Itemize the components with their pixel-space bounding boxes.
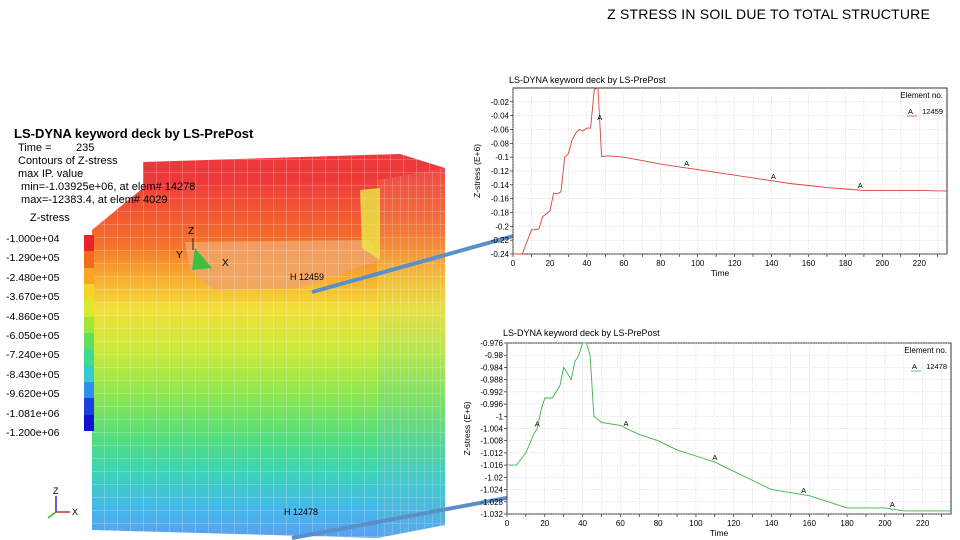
x-tick-label: 0 — [510, 259, 516, 268]
x-tick-label: 220 — [912, 259, 926, 268]
x-tick-label: 60 — [615, 519, 625, 528]
x-tick-label: 200 — [878, 519, 892, 528]
y-tick-label: -1.004 — [480, 424, 503, 434]
series-marker: A — [801, 485, 807, 495]
fem-info-contours: Contours of Z-stress — [18, 155, 118, 167]
model-axis-z: Z — [188, 226, 195, 237]
legend-title: Z-stress — [30, 212, 70, 224]
y-tick-label: -0.1 — [495, 153, 509, 163]
x-tick-label: 180 — [838, 259, 853, 268]
legend-label: -6.050e+05 — [6, 330, 60, 343]
legend-label: -8.430e+05 — [6, 368, 60, 381]
y-tick-label: -0.976 — [480, 339, 503, 348]
legend-label: -1.000e+04 — [6, 233, 60, 245]
x-tick-label: 140 — [764, 519, 779, 528]
legend-label: -9.620e+05 — [6, 388, 60, 401]
y-tick-label: -1.012 — [480, 448, 503, 458]
element-label-12459: H 12459 — [290, 272, 325, 282]
x-tick-label: 60 — [619, 259, 629, 268]
legend-series-name: 12459 — [922, 107, 943, 116]
x-tick-label: 100 — [689, 519, 703, 528]
fem-info-max: max=-12383.4, at elem# 4029 — [18, 194, 168, 206]
model-axis-x: X — [222, 258, 229, 269]
y-tick-label: -1.032 — [480, 510, 503, 519]
fem-header: LS-DYNA keyword deck by LS-PrePost — [14, 126, 254, 141]
model-axis-y: Y — [176, 250, 183, 261]
legend-marker: A — [907, 107, 913, 116]
x-tick-label: 80 — [653, 519, 663, 528]
x-tick-label: 0 — [504, 519, 510, 528]
x-tick-label: 20 — [545, 259, 555, 268]
chart-element-12478 — [462, 327, 958, 540]
y-tick-label: -0.988 — [480, 375, 503, 385]
x-tick-label: 40 — [582, 259, 592, 268]
legend-label: -4.860e+05 — [6, 310, 60, 323]
legend-label: -1.290e+05 — [6, 252, 60, 265]
legend-label: -1.200e+06 — [6, 427, 60, 440]
fem-info-min: min=-1.03925e+06, at elem# 14278 — [18, 181, 196, 193]
fem-info-time: Time = 235 — [18, 142, 95, 154]
y-tick-label: -0.14 — [490, 180, 509, 190]
x-tick-label: 120 — [727, 259, 742, 268]
y-tick-label: -0.08 — [490, 139, 509, 149]
series-marker: A — [857, 181, 863, 191]
series-marker: A — [684, 158, 690, 168]
x-tick-label: 200 — [875, 259, 890, 268]
series-marker: A — [534, 419, 540, 429]
x-tick-label: 80 — [656, 259, 666, 268]
chart-title: LS-DYNA keyword deck by LS-PrePost — [509, 75, 666, 85]
legend-label: -2.480e+05 — [6, 271, 60, 284]
y-tick-label: -0.98 — [484, 351, 503, 361]
legend-title: Element no. — [904, 346, 947, 355]
y-tick-label: -1.008 — [480, 436, 503, 446]
legend-series-name: 12478 — [926, 362, 947, 371]
x-axis-label: Time — [709, 528, 729, 538]
y-axis-label: Z-stress (E+6) — [462, 401, 472, 456]
y-tick-label: -0.24 — [490, 250, 509, 259]
slide-title: Z STRESS IN SOIL DUE TO TOTAL STRUCTURE — [607, 6, 930, 22]
x-tick-label: 160 — [801, 259, 816, 268]
y-tick-label: -0.984 — [480, 363, 503, 373]
x-tick-label: 40 — [578, 519, 588, 528]
y-tick-label: -1.028 — [480, 497, 503, 507]
y-tick-label: -0.22 — [490, 236, 509, 246]
y-tick-label: -1 — [495, 412, 503, 422]
legend-title: Element no. — [900, 91, 943, 100]
series-marker: A — [712, 453, 718, 463]
y-tick-label: -0.996 — [480, 400, 503, 410]
y-axis-label: Z-stress (E+6) — [472, 143, 482, 199]
legend-label: -7.240e+05 — [6, 349, 60, 362]
svg-text:Z: Z — [53, 486, 59, 496]
y-tick-label: -1.024 — [480, 485, 503, 495]
y-tick-label: -1.02 — [484, 473, 503, 483]
legend-label: -3.670e+05 — [6, 291, 60, 304]
x-tick-label: 220 — [915, 519, 930, 528]
svg-text:X: X — [72, 507, 79, 517]
chart-title: LS-DYNA keyword deck by LS-PrePost — [503, 328, 660, 338]
x-tick-label: 120 — [727, 519, 741, 528]
y-tick-label: -0.04 — [490, 111, 509, 121]
x-tick-label: 20 — [540, 519, 550, 528]
y-tick-label: -0.02 — [490, 97, 509, 107]
y-tick-label: -1.016 — [480, 461, 503, 471]
element-label-12478: H 12478 — [284, 507, 319, 517]
series-marker: A — [597, 113, 603, 123]
x-axis-label: Time — [710, 268, 730, 278]
y-tick-label: -0.2 — [495, 222, 509, 232]
legend-label: -1.081e+06 — [6, 407, 60, 420]
fem-info-max-ip: max IP. value — [18, 168, 84, 180]
y-tick-label: -0.12 — [490, 167, 509, 176]
series-marker: A — [770, 171, 776, 181]
x-tick-label: 140 — [764, 259, 779, 268]
series-marker: A — [889, 500, 895, 510]
x-tick-label: 180 — [840, 519, 854, 528]
chart-element-12459 — [468, 74, 956, 284]
y-tick-label: -0.992 — [480, 387, 503, 397]
y-tick-label: -0.16 — [490, 194, 509, 204]
y-tick-label: -0.18 — [490, 208, 509, 218]
y-tick-label: -0.06 — [490, 125, 509, 135]
x-tick-label: 100 — [691, 259, 705, 268]
series-marker: A — [623, 419, 629, 429]
x-tick-label: 160 — [802, 519, 816, 528]
legend-marker: A — [911, 362, 917, 371]
